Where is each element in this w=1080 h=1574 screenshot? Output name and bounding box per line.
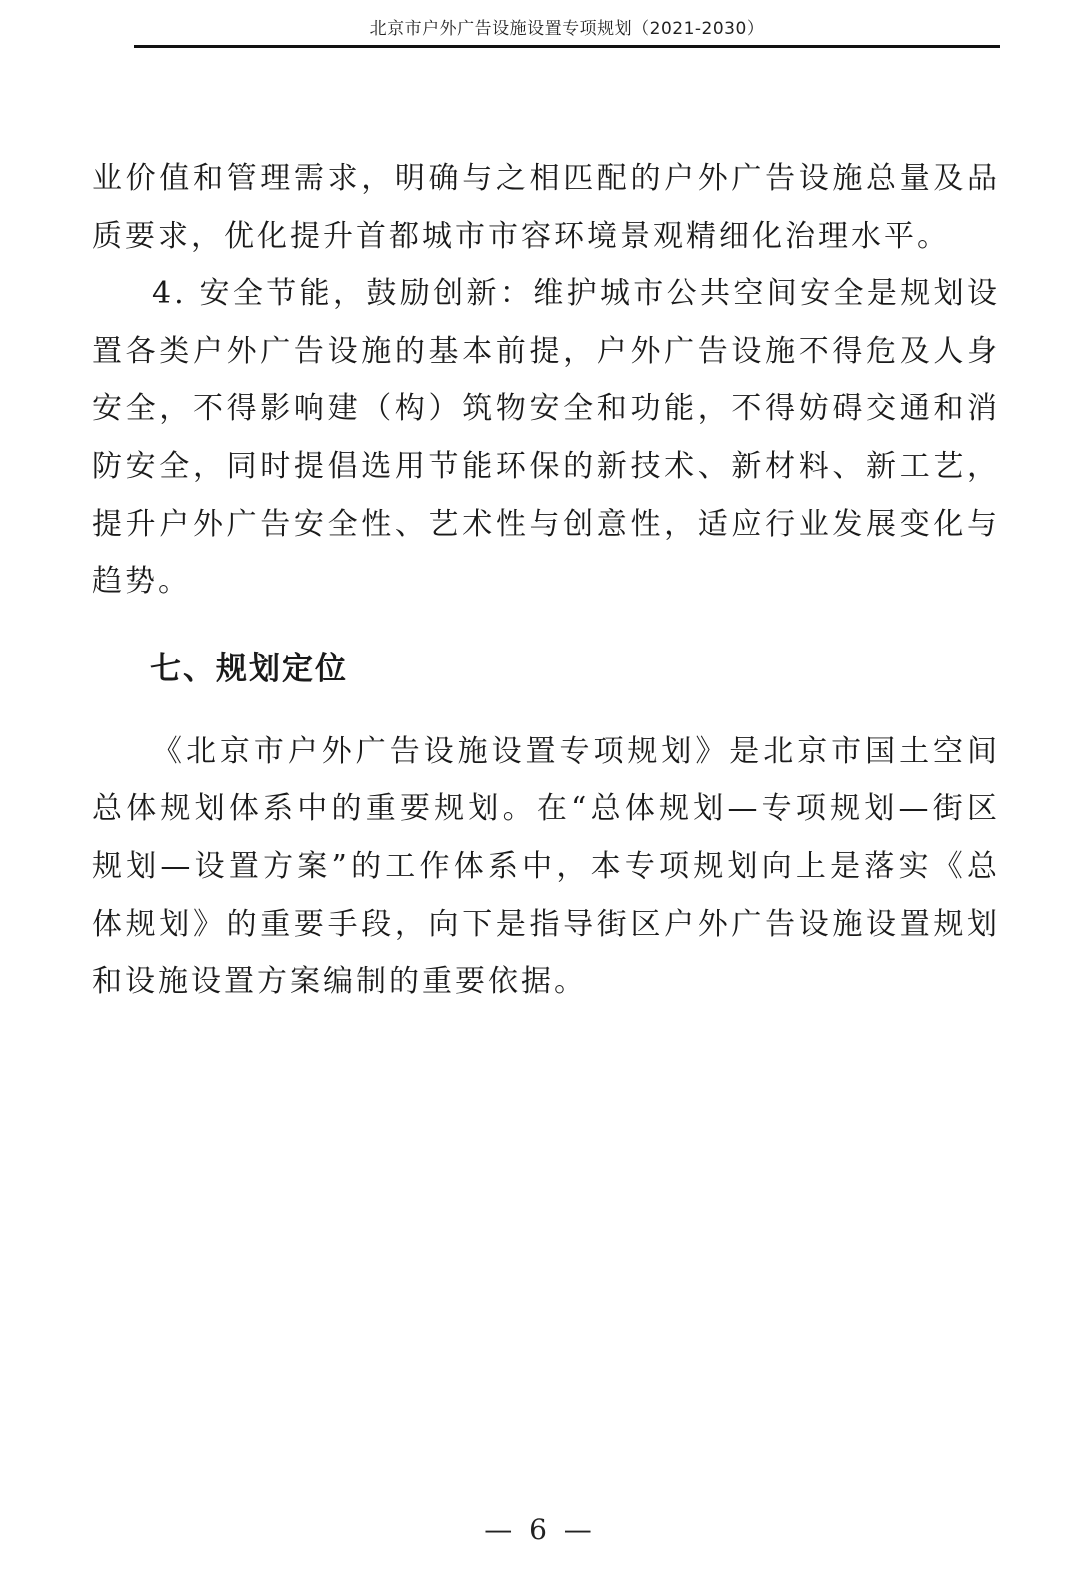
- running-header: 北京市户外广告设施设置专项规划（2021-2030）: [134, 14, 1000, 48]
- section-heading-planning-positioning: 七、规划定位: [150, 650, 348, 687]
- page-content: [92, 150, 1000, 1011]
- principle-4-paragraph: 4. 安全节能，鼓励创新：维护城市公共空间安全是规划设置各类户外广告设施的基本前提，户外广告设施不得危及人身安全，不得影响建（构）筑物安全和功能，不得妨碍交通和消防安全，同时提倡选用节能环保的新技术、新材料、新工艺，提升户外广告安全性、艺术性与创意性，适应行业发展变化与趋势。: [92, 276, 1000, 600]
- paragraph-continuation: 业价值和管理需求，明确与之相匹配的户外广告设施总量及品质要求，优化提升首都城市市容环境景观精细化治理水平。: [92, 161, 1000, 254]
- planning-positioning-paragraph: 《北京市户外广告设施设置专项规划》是北京市国土空间总体规划体系中的重要规划。在“总体规划—专项规划—街区规划—设置方案”的工作体系中，本专项规划向上是落实《总体规划》的重要手段，向下是指导街区户外广告设施设置规划和设施设置方案编制的重要依据。: [92, 733, 1000, 1000]
- page-number: — 6 —: [484, 1513, 596, 1546]
